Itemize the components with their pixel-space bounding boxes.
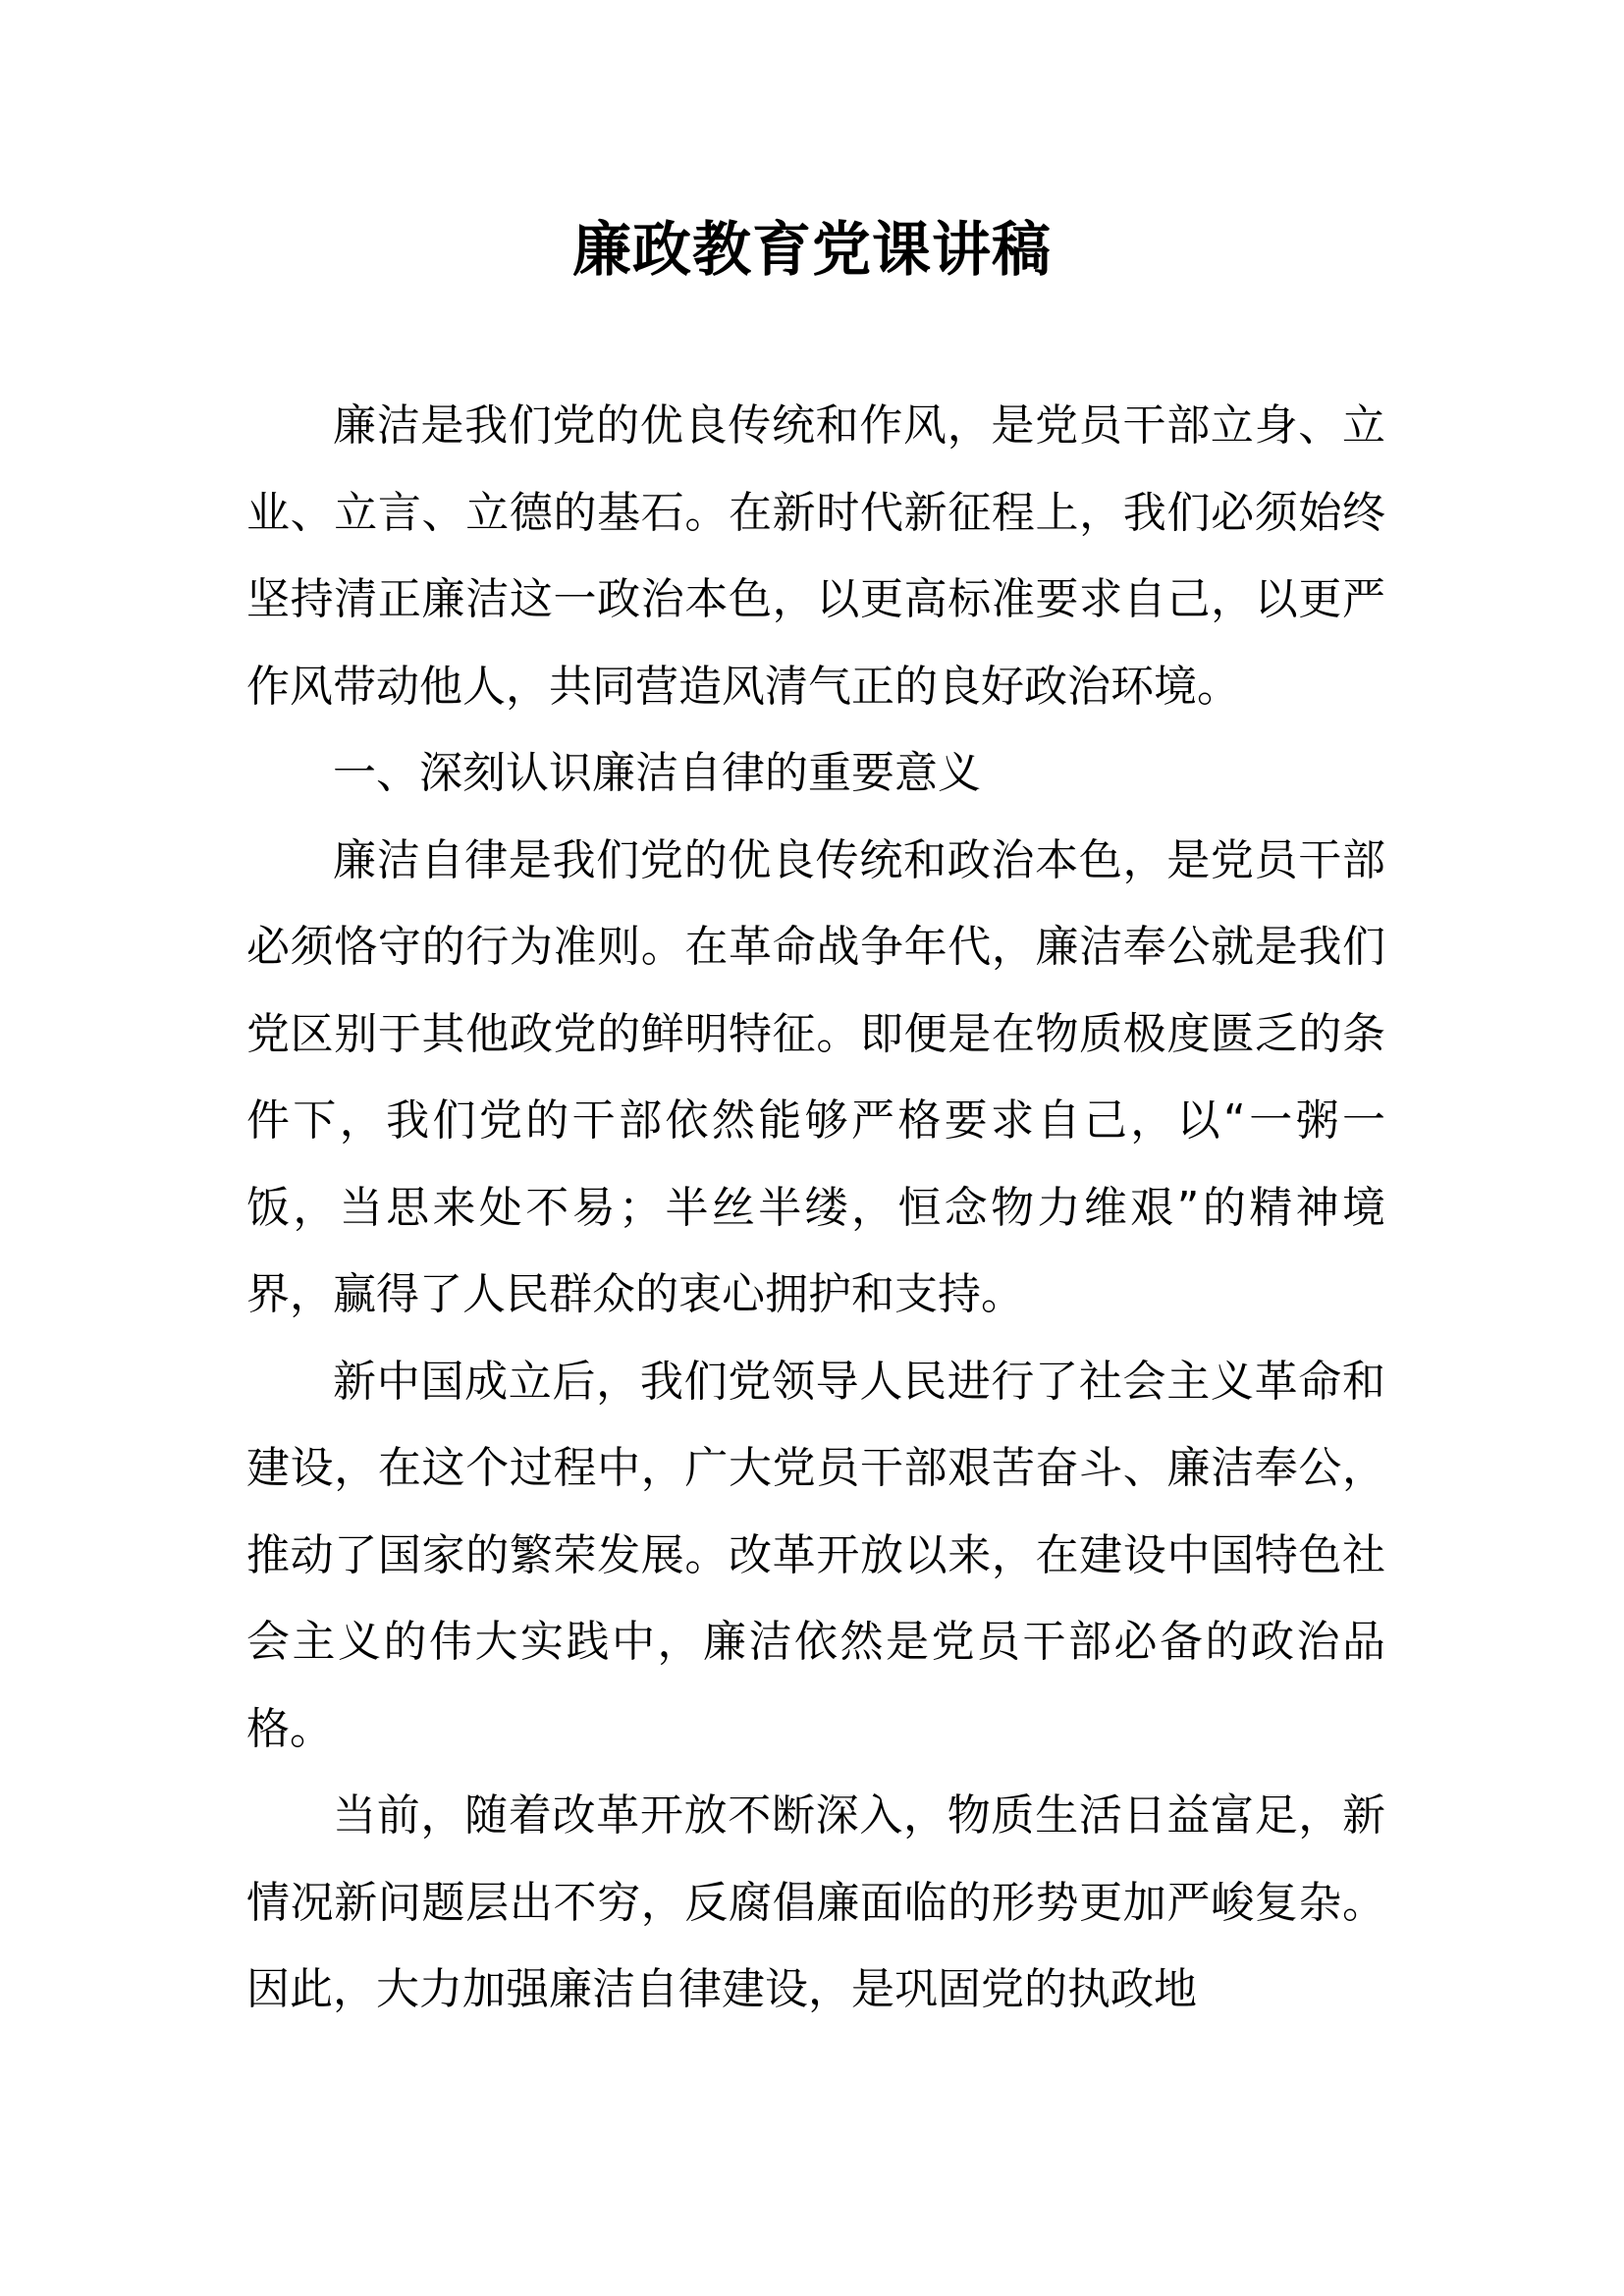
document-body xyxy=(246,383,1385,2034)
paragraph-intro: 廉洁是我们党的优良传统和作风，是党员干部立身、立业、立言、立德的基石。在新时代新征程上，我们必须始终坚持清正廉洁这一政治本色，以更高标准要求自己，以更严作风带动他人，共同营造风清气正的良好政治环境。 xyxy=(246,400,1385,712)
paragraph-2: 新中国成立后，我们党领导人民进行了社会主义革命和建设，在这个过程中，广大党员干部艰苦奋斗、廉洁奉公，推动了国家的繁荣发展。改革开放以来，在建设中国特色社会主义的伟大实践中，廉洁依然是党员干部必备的政治品格。 xyxy=(246,1356,1385,1754)
paragraph-1: 廉洁自律是我们党的优良传统和政治本色，是党员干部必须恪守的行为准则。在革命战争年代，廉洁奉公就是我们党区别于其他政党的鲜明特征。即便是在物质极度匮乏的条件下，我们党的干部依然能够严格要求自己，以“一粥一饭，当思来处不易；半丝半缕，恒念物力维艰”的精神境界，赢得了人民群众的衷心拥护和支持。 xyxy=(246,834,1385,1319)
document-title: 廉政教育党课讲稿 xyxy=(572,216,1052,285)
paragraph-3: 当前，随着改革开放不断深入，物质生活日益富足，新情况新问题层出不穷，反腐倡廉面临的形势更加严峻复杂。因此，大力加强廉洁自律建设，是巩固党的执政地 xyxy=(246,1790,1385,2014)
section-heading-1: 一、深刻认识廉洁自律的重要意义 xyxy=(333,748,981,798)
